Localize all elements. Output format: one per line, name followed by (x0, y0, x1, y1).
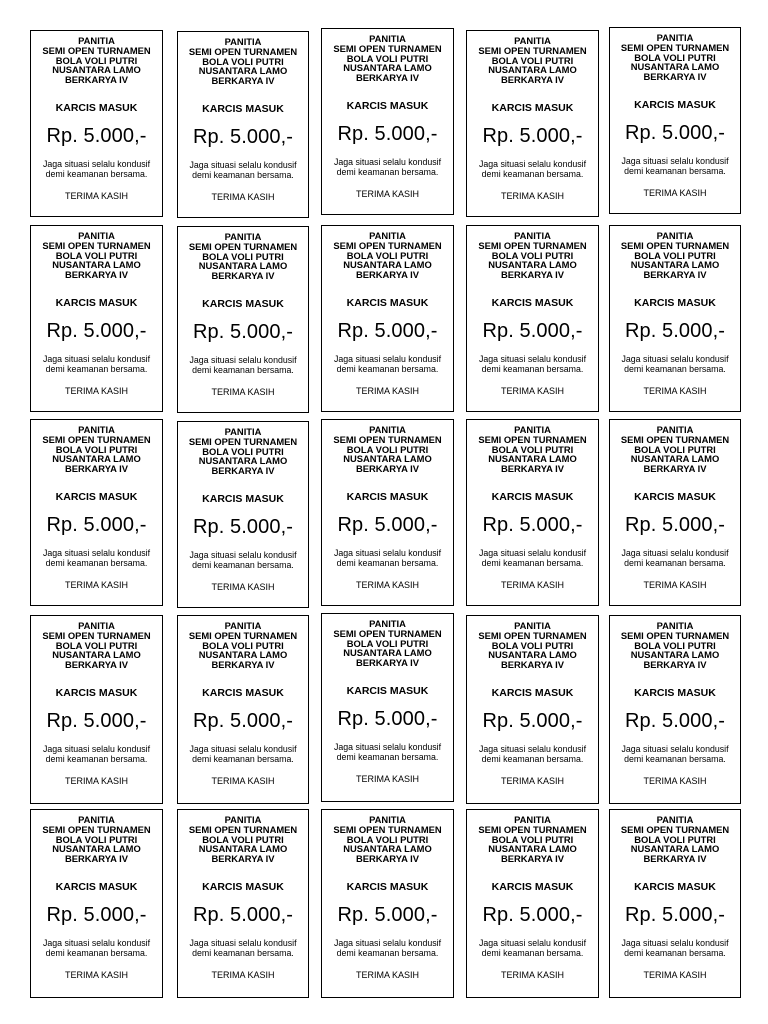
ticket-price: Rp. 5.000,- (624, 513, 726, 536)
ticket-price: Rp. 5.000,- (337, 707, 438, 730)
ticket-thanks: TERIMA KASIH (500, 579, 564, 590)
ticket-note: Jaga situasi selalu kondusif demi keamanan bersama. (42, 547, 151, 568)
ticket-header: PANITIA SEMI OPEN TURNAMEN BOLA VOLI PUTRI NUSANTARA LAMO BERKARYA IV (42, 814, 151, 865)
ticket-price: Rp. 5.000,- (192, 709, 294, 732)
ticket-note: Jaga situasi selalu kondusif demi keamanan bersama. (42, 158, 151, 179)
ticket-header: PANITIA SEMI OPEN TURNAMEN BOLA VOLI PUTRI NUSANTARA LAMO BERKARYA IV (620, 230, 730, 281)
ticket-header: PANITIA SEMI OPEN TURNAMEN BOLA VOLI PUTRI NUSANTARA LAMO BERKARYA IV (333, 814, 442, 865)
ticket-header: PANITIA SEMI OPEN TURNAMEN BOLA VOLI PUTRI NUSANTARA LAMO BERKARYA IV (620, 620, 730, 671)
ticket-note: Jaga situasi selalu kondusif demi keamanan bersama. (189, 549, 297, 570)
ticket-note: Jaga situasi selalu kondusif demi keamanan bersama. (621, 155, 729, 176)
ticket-note: Jaga situasi selalu kondusif demi keamanan bersama. (478, 743, 587, 764)
ticket-card-r1-c3 (321, 28, 454, 215)
ticket-thanks: TERIMA KASIH (355, 579, 419, 590)
ticket-thanks: TERIMA KASIH (211, 775, 275, 786)
ticket-title: KARCIS MASUK (491, 296, 574, 309)
ticket-card-r2-c3 (321, 225, 454, 412)
ticket-price: Rp. 5.000,- (624, 903, 726, 926)
ticket-price: Rp. 5.000,- (46, 319, 147, 342)
ticket-card-r4-c3 (321, 613, 454, 802)
ticket-note: Jaga situasi selalu kondusif demi keamanan bersama. (333, 156, 442, 177)
ticket-title: KARCIS MASUK (346, 880, 429, 893)
ticket-title: KARCIS MASUK (202, 297, 284, 310)
ticket-card-r3-c1 (30, 419, 163, 606)
ticket-price: Rp. 5.000,- (192, 320, 294, 343)
ticket-note: Jaga situasi selalu kondusif demi keamanan bersama. (42, 353, 151, 374)
ticket-price: Rp. 5.000,- (337, 319, 438, 342)
ticket-note: Jaga situasi selalu kondusif demi keamanan bersama. (333, 547, 442, 568)
ticket-price: Rp. 5.000,- (482, 709, 583, 732)
ticket-card-r1-c1 (30, 30, 163, 217)
ticket-thanks: TERIMA KASIH (643, 385, 707, 396)
ticket-card-r3-c5 (609, 419, 741, 606)
ticket-title: KARCIS MASUK (202, 880, 284, 893)
ticket-title: KARCIS MASUK (634, 98, 716, 111)
ticket-header: PANITIA SEMI OPEN TURNAMEN BOLA VOLI PUTRI NUSANTARA LAMO BERKARYA IV (620, 32, 730, 83)
ticket-card-r2-c4 (466, 225, 599, 412)
ticket-thanks: TERIMA KASIH (355, 969, 419, 980)
ticket-title: KARCIS MASUK (634, 296, 716, 309)
ticket-title: KARCIS MASUK (634, 686, 716, 699)
ticket-price: Rp. 5.000,- (337, 513, 438, 536)
ticket-thanks: TERIMA KASIH (211, 191, 275, 202)
ticket-title: KARCIS MASUK (55, 101, 138, 114)
ticket-note: Jaga situasi selalu kondusif demi keamanan bersama. (189, 743, 297, 764)
ticket-header: PANITIA SEMI OPEN TURNAMEN BOLA VOLI PUTRI NUSANTARA LAMO BERKARYA IV (188, 36, 298, 87)
ticket-title: KARCIS MASUK (346, 296, 429, 309)
ticket-header: PANITIA SEMI OPEN TURNAMEN BOLA VOLI PUTRI NUSANTARA LAMO BERKARYA IV (478, 620, 587, 671)
ticket-header: PANITIA SEMI OPEN TURNAMEN BOLA VOLI PUTRI NUSANTARA LAMO BERKARYA IV (188, 426, 298, 477)
ticket-card-r3-c2 (177, 421, 309, 608)
ticket-thanks: TERIMA KASIH (64, 190, 128, 201)
ticket-price: Rp. 5.000,- (337, 122, 438, 145)
ticket-card-r4-c5 (609, 615, 741, 804)
ticket-card-r2-c2 (177, 226, 309, 413)
ticket-title: KARCIS MASUK (491, 101, 574, 114)
ticket-note: Jaga situasi selalu kondusif demi keamanan bersama. (189, 159, 297, 180)
ticket-price: Rp. 5.000,- (46, 709, 147, 732)
ticket-price: Rp. 5.000,- (624, 319, 726, 342)
ticket-thanks: TERIMA KASIH (500, 969, 564, 980)
ticket-title: KARCIS MASUK (55, 686, 138, 699)
ticket-title: KARCIS MASUK (491, 686, 574, 699)
ticket-note: Jaga situasi selalu kondusif demi keamanan bersama. (621, 353, 729, 374)
ticket-thanks: TERIMA KASIH (355, 188, 419, 199)
ticket-price: Rp. 5.000,- (337, 903, 438, 926)
ticket-header: PANITIA SEMI OPEN TURNAMEN BOLA VOLI PUTRI NUSANTARA LAMO BERKARYA IV (478, 814, 587, 865)
ticket-card-r4-c2 (177, 615, 309, 804)
ticket-thanks: TERIMA KASIH (643, 187, 707, 198)
ticket-price: Rp. 5.000,- (46, 903, 147, 926)
ticket-thanks: TERIMA KASIH (211, 581, 275, 592)
ticket-header: PANITIA SEMI OPEN TURNAMEN BOLA VOLI PUTRI NUSANTARA LAMO BERKARYA IV (188, 620, 298, 671)
ticket-price: Rp. 5.000,- (482, 903, 583, 926)
ticket-thanks: TERIMA KASIH (500, 775, 564, 786)
ticket-note: Jaga situasi selalu kondusif demi keamanan bersama. (478, 158, 587, 179)
ticket-header: PANITIA SEMI OPEN TURNAMEN BOLA VOLI PUTRI NUSANTARA LAMO BERKARYA IV (42, 424, 151, 475)
ticket-card-r1-c2 (177, 31, 309, 218)
ticket-title: KARCIS MASUK (55, 296, 138, 309)
ticket-thanks: TERIMA KASIH (211, 969, 275, 980)
ticket-title: KARCIS MASUK (634, 880, 716, 893)
ticket-card-r3-c4 (466, 419, 599, 606)
ticket-card-r2-c5 (609, 225, 741, 412)
ticket-note: Jaga situasi selalu kondusif demi keamanan bersama. (621, 937, 729, 958)
ticket-note: Jaga situasi selalu kondusif demi keamanan bersama. (478, 547, 587, 568)
ticket-card-r5-c5 (609, 809, 741, 998)
ticket-note: Jaga situasi selalu kondusif demi keamanan bersama. (189, 937, 297, 958)
ticket-thanks: TERIMA KASIH (64, 385, 128, 396)
ticket-title: KARCIS MASUK (491, 880, 574, 893)
ticket-note: Jaga situasi selalu kondusif demi keamanan bersama. (189, 354, 297, 375)
ticket-header: PANITIA SEMI OPEN TURNAMEN BOLA VOLI PUTRI NUSANTARA LAMO BERKARYA IV (42, 230, 151, 281)
ticket-note: Jaga situasi selalu kondusif demi keamanan bersama. (478, 937, 587, 958)
ticket-card-r5-c2 (177, 809, 309, 998)
ticket-price: Rp. 5.000,- (192, 515, 294, 538)
ticket-card-r5-c4 (466, 809, 599, 998)
ticket-title: KARCIS MASUK (346, 99, 429, 112)
ticket-note: Jaga situasi selalu kondusif demi keamanan bersama. (333, 741, 442, 762)
ticket-header: PANITIA SEMI OPEN TURNAMEN BOLA VOLI PUTRI NUSANTARA LAMO BERKARYA IV (333, 33, 442, 84)
ticket-title: KARCIS MASUK (346, 684, 429, 697)
ticket-card-r5-c3 (321, 809, 454, 998)
ticket-header: PANITIA SEMI OPEN TURNAMEN BOLA VOLI PUTRI NUSANTARA LAMO BERKARYA IV (620, 424, 730, 475)
ticket-header: PANITIA SEMI OPEN TURNAMEN BOLA VOLI PUTRI NUSANTARA LAMO BERKARYA IV (478, 230, 587, 281)
ticket-thanks: TERIMA KASIH (500, 190, 564, 201)
ticket-price: Rp. 5.000,- (192, 125, 294, 148)
ticket-card-r4-c1 (30, 615, 163, 804)
ticket-header: PANITIA SEMI OPEN TURNAMEN BOLA VOLI PUTRI NUSANTARA LAMO BERKARYA IV (42, 620, 151, 671)
ticket-thanks: TERIMA KASIH (211, 386, 275, 397)
ticket-card-r5-c1 (30, 809, 163, 998)
ticket-note: Jaga situasi selalu kondusif demi keamanan bersama. (333, 353, 442, 374)
ticket-note: Jaga situasi selalu kondusif demi keamanan bersama. (621, 547, 729, 568)
ticket-card-r1-c4 (466, 30, 599, 217)
ticket-price: Rp. 5.000,- (192, 903, 294, 926)
ticket-thanks: TERIMA KASIH (64, 579, 128, 590)
ticket-header: PANITIA SEMI OPEN TURNAMEN BOLA VOLI PUTRI NUSANTARA LAMO BERKARYA IV (620, 814, 730, 865)
ticket-title: KARCIS MASUK (55, 490, 138, 503)
ticket-title: KARCIS MASUK (202, 102, 284, 115)
ticket-thanks: TERIMA KASIH (355, 385, 419, 396)
ticket-price: Rp. 5.000,- (624, 121, 726, 144)
ticket-title: KARCIS MASUK (346, 490, 429, 503)
ticket-thanks: TERIMA KASIH (64, 775, 128, 786)
ticket-header: PANITIA SEMI OPEN TURNAMEN BOLA VOLI PUTRI NUSANTARA LAMO BERKARYA IV (42, 35, 151, 86)
ticket-price: Rp. 5.000,- (46, 124, 147, 147)
ticket-header: PANITIA SEMI OPEN TURNAMEN BOLA VOLI PUTRI NUSANTARA LAMO BERKARYA IV (333, 618, 442, 669)
ticket-thanks: TERIMA KASIH (500, 385, 564, 396)
ticket-note: Jaga situasi selalu kondusif demi keamanan bersama. (621, 743, 729, 764)
ticket-title: KARCIS MASUK (634, 490, 716, 503)
ticket-note: Jaga situasi selalu kondusif demi keamanan bersama. (42, 743, 151, 764)
ticket-card-r2-c1 (30, 225, 163, 412)
ticket-thanks: TERIMA KASIH (355, 773, 419, 784)
ticket-thanks: TERIMA KASIH (643, 969, 707, 980)
ticket-thanks: TERIMA KASIH (643, 775, 707, 786)
ticket-header: PANITIA SEMI OPEN TURNAMEN BOLA VOLI PUTRI NUSANTARA LAMO BERKARYA IV (478, 424, 587, 475)
ticket-header: PANITIA SEMI OPEN TURNAMEN BOLA VOLI PUTRI NUSANTARA LAMO BERKARYA IV (188, 231, 298, 282)
ticket-price: Rp. 5.000,- (482, 319, 583, 342)
ticket-title: KARCIS MASUK (202, 686, 284, 699)
ticket-card-r4-c4 (466, 615, 599, 804)
ticket-card-r3-c3 (321, 419, 454, 606)
ticket-header: PANITIA SEMI OPEN TURNAMEN BOLA VOLI PUTRI NUSANTARA LAMO BERKARYA IV (333, 424, 442, 475)
ticket-header: PANITIA SEMI OPEN TURNAMEN BOLA VOLI PUTRI NUSANTARA LAMO BERKARYA IV (333, 230, 442, 281)
ticket-title: KARCIS MASUK (202, 492, 284, 505)
ticket-title: KARCIS MASUK (55, 880, 138, 893)
ticket-thanks: TERIMA KASIH (643, 579, 707, 590)
ticket-note: Jaga situasi selalu kondusif demi keamanan bersama. (42, 937, 151, 958)
ticket-price: Rp. 5.000,- (482, 513, 583, 536)
ticket-thanks: TERIMA KASIH (64, 969, 128, 980)
ticket-note: Jaga situasi selalu kondusif demi keamanan bersama. (333, 937, 442, 958)
ticket-price: Rp. 5.000,- (46, 513, 147, 536)
ticket-title: KARCIS MASUK (491, 490, 574, 503)
ticket-note: Jaga situasi selalu kondusif demi keamanan bersama. (478, 353, 587, 374)
ticket-price: Rp. 5.000,- (482, 124, 583, 147)
ticket-card-r1-c5 (609, 27, 741, 214)
ticket-header: PANITIA SEMI OPEN TURNAMEN BOLA VOLI PUTRI NUSANTARA LAMO BERKARYA IV (478, 35, 587, 86)
ticket-price: Rp. 5.000,- (624, 709, 726, 732)
ticket-header: PANITIA SEMI OPEN TURNAMEN BOLA VOLI PUTRI NUSANTARA LAMO BERKARYA IV (188, 814, 298, 865)
